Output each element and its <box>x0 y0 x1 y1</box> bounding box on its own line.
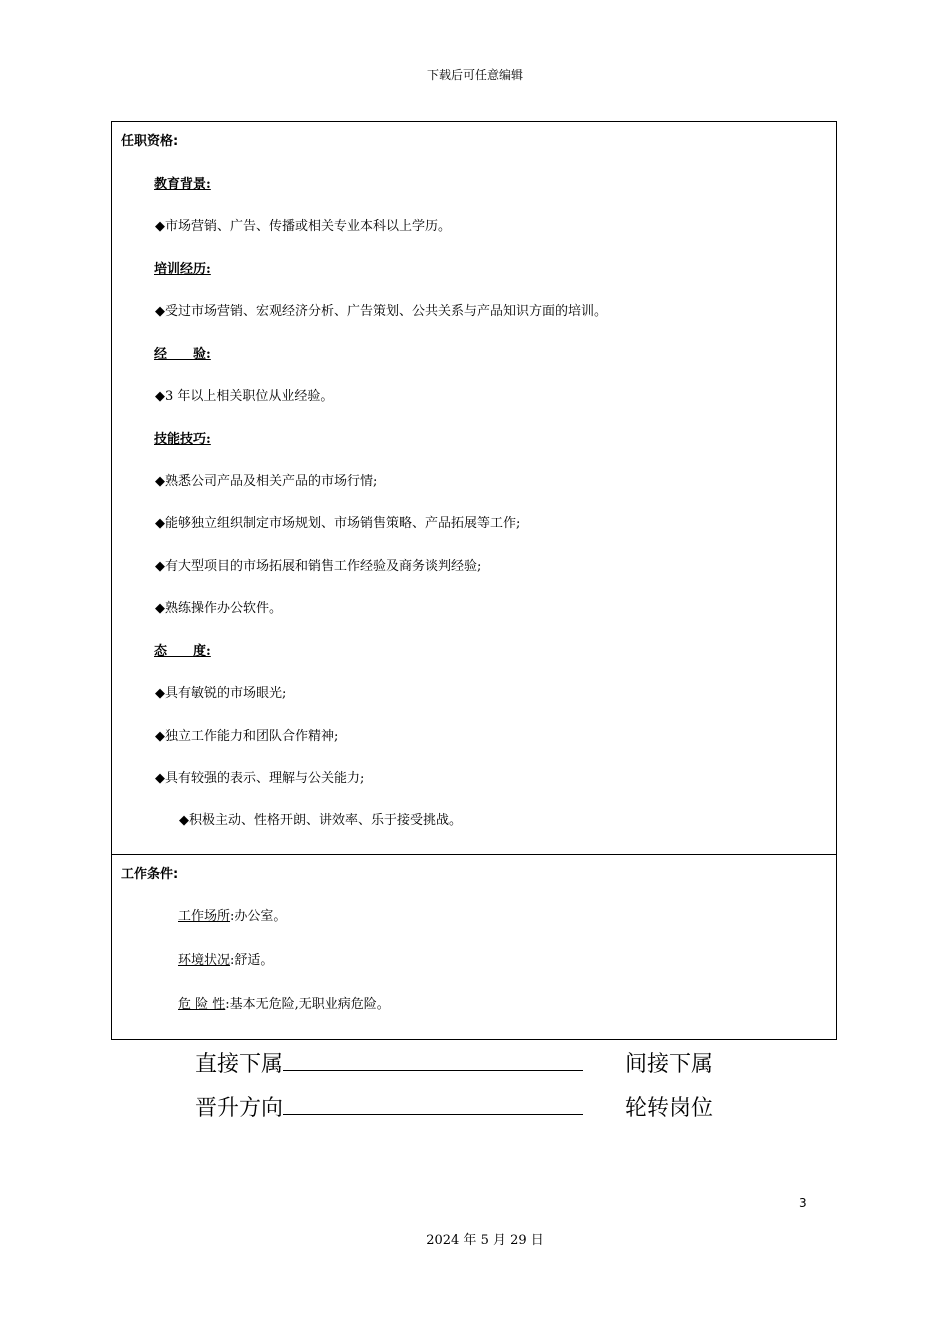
hazard-value: :基本无危险,无职业病危险。 <box>225 997 390 1012</box>
direct-subordinate-label: 直接下属 <box>195 1052 284 1077</box>
direct-subordinate-blank <box>283 1050 583 1071</box>
subordinates-row <box>195 1047 714 1078</box>
skills-title: 技能技巧: <box>154 432 211 447</box>
attitude-item: ◆积极主动、性格开朗、讲效率、乐于接受挑战。 <box>179 813 462 828</box>
qualifications-title: 任职资格: <box>121 134 179 149</box>
attitude-item: ◆具有敏锐的市场眼光; <box>155 686 287 701</box>
skill-item: ◆有大型项目的市场拓展和销售工作经验及商务谈判经验; <box>155 559 482 574</box>
career-row <box>195 1091 714 1122</box>
promotion-label: 晋升方向 <box>195 1096 284 1121</box>
environment-value: :舒适。 <box>230 953 274 968</box>
experience-item: ◆3 年以上相关职位从业经验。 <box>155 389 334 404</box>
hazard-row <box>178 993 390 1012</box>
job-description-table <box>111 121 837 1040</box>
conditions-section <box>112 855 836 1039</box>
attitude-item: ◆独立工作能力和团队合作精神; <box>155 729 339 744</box>
skill-item: ◆熟练操作办公软件。 <box>155 601 282 616</box>
skill-item: ◆熟悉公司产品及相关产品的市场行情; <box>155 474 378 489</box>
environment-label: 环境状况 <box>178 953 231 968</box>
conditions-title: 工作条件: <box>121 867 179 882</box>
page-header: 下载后可任意编辑 <box>426 68 523 82</box>
training-title: 培训经历: <box>154 262 211 277</box>
rotation-label: 轮转岗位 <box>625 1096 714 1121</box>
attitude-item: ◆具有较强的表示、理解与公关能力; <box>155 771 365 786</box>
skill-item: ◆能够独立组织制定市场规划、市场销售策略、产品拓展等工作; <box>155 516 521 531</box>
experience-title: 经 验: <box>154 347 211 362</box>
workplace-label: 工作场所 <box>178 909 231 924</box>
education-title: 教育背景: <box>154 177 211 192</box>
hazard-label: 危 险 性 <box>178 997 226 1012</box>
education-item: ◆市场营销、广告、传播或相关专业本科以上学历。 <box>155 219 451 234</box>
workplace-value: :办公室。 <box>230 909 287 924</box>
qualifications-section <box>112 122 836 855</box>
workplace-row <box>178 905 286 924</box>
training-item: ◆受过市场营销、宏观经济分析、广告策划、公共关系与产品知识方面的培训。 <box>155 304 607 319</box>
page-date: 2024 年 5 月 29 日 <box>426 1233 544 1248</box>
page-number: 3 <box>799 1196 807 1210</box>
promotion-blank <box>283 1094 583 1115</box>
environment-row <box>178 949 273 968</box>
indirect-subordinate-label: 间接下属 <box>625 1052 714 1077</box>
attitude-title: 态 度: <box>154 644 211 659</box>
